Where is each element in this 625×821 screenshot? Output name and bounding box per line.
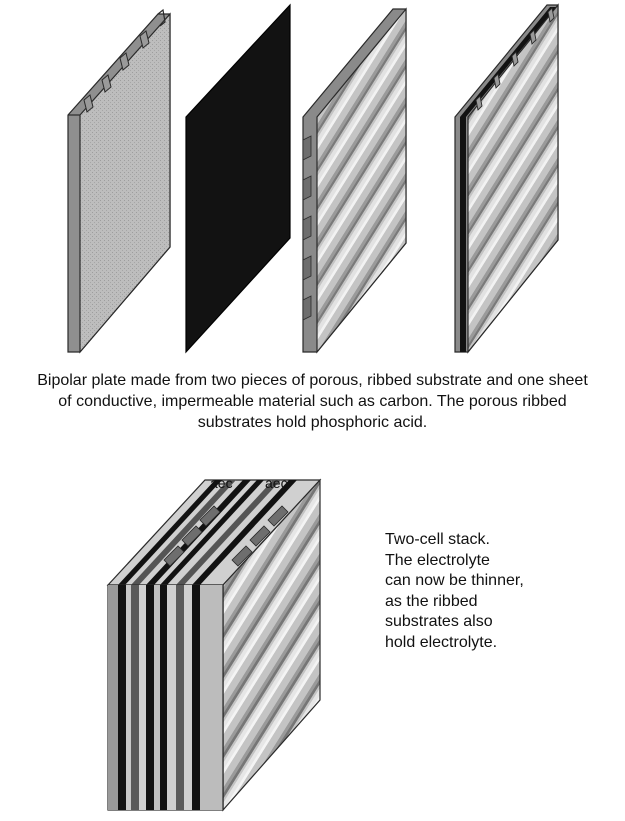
note-line-4: as the ribbed xyxy=(385,592,478,610)
note-line-5: substrates also xyxy=(385,613,493,630)
aec-label-2: aec xyxy=(265,475,288,491)
porous-ribbed-substrate-back xyxy=(68,10,170,352)
caption-line-1: Bipolar plate made from two pieces of porous, ribbed substrate and one sheet xyxy=(37,372,588,389)
two-cell-stack-note xyxy=(385,530,605,653)
carbon-sheet xyxy=(186,5,290,352)
bipolar-plate-caption xyxy=(0,370,625,433)
note-line-6: hold electrolyte. xyxy=(385,633,498,651)
note-line-1: Two-cell stack. xyxy=(385,531,490,548)
note-line-2: The electrolyte xyxy=(385,551,490,569)
two-cell-stack xyxy=(108,480,320,810)
note-line-3: can now be thinner, xyxy=(385,572,524,589)
caption-line-3: substrates hold phosphoric acid. xyxy=(197,414,428,431)
assembled-bipolar-plate xyxy=(455,5,558,352)
caption-line-2: of conductive, impermeable material such as carbon. The porous ribbed xyxy=(58,393,567,410)
porous-ribbed-substrate-front xyxy=(303,9,406,352)
aec-label-1: aec xyxy=(210,475,233,491)
